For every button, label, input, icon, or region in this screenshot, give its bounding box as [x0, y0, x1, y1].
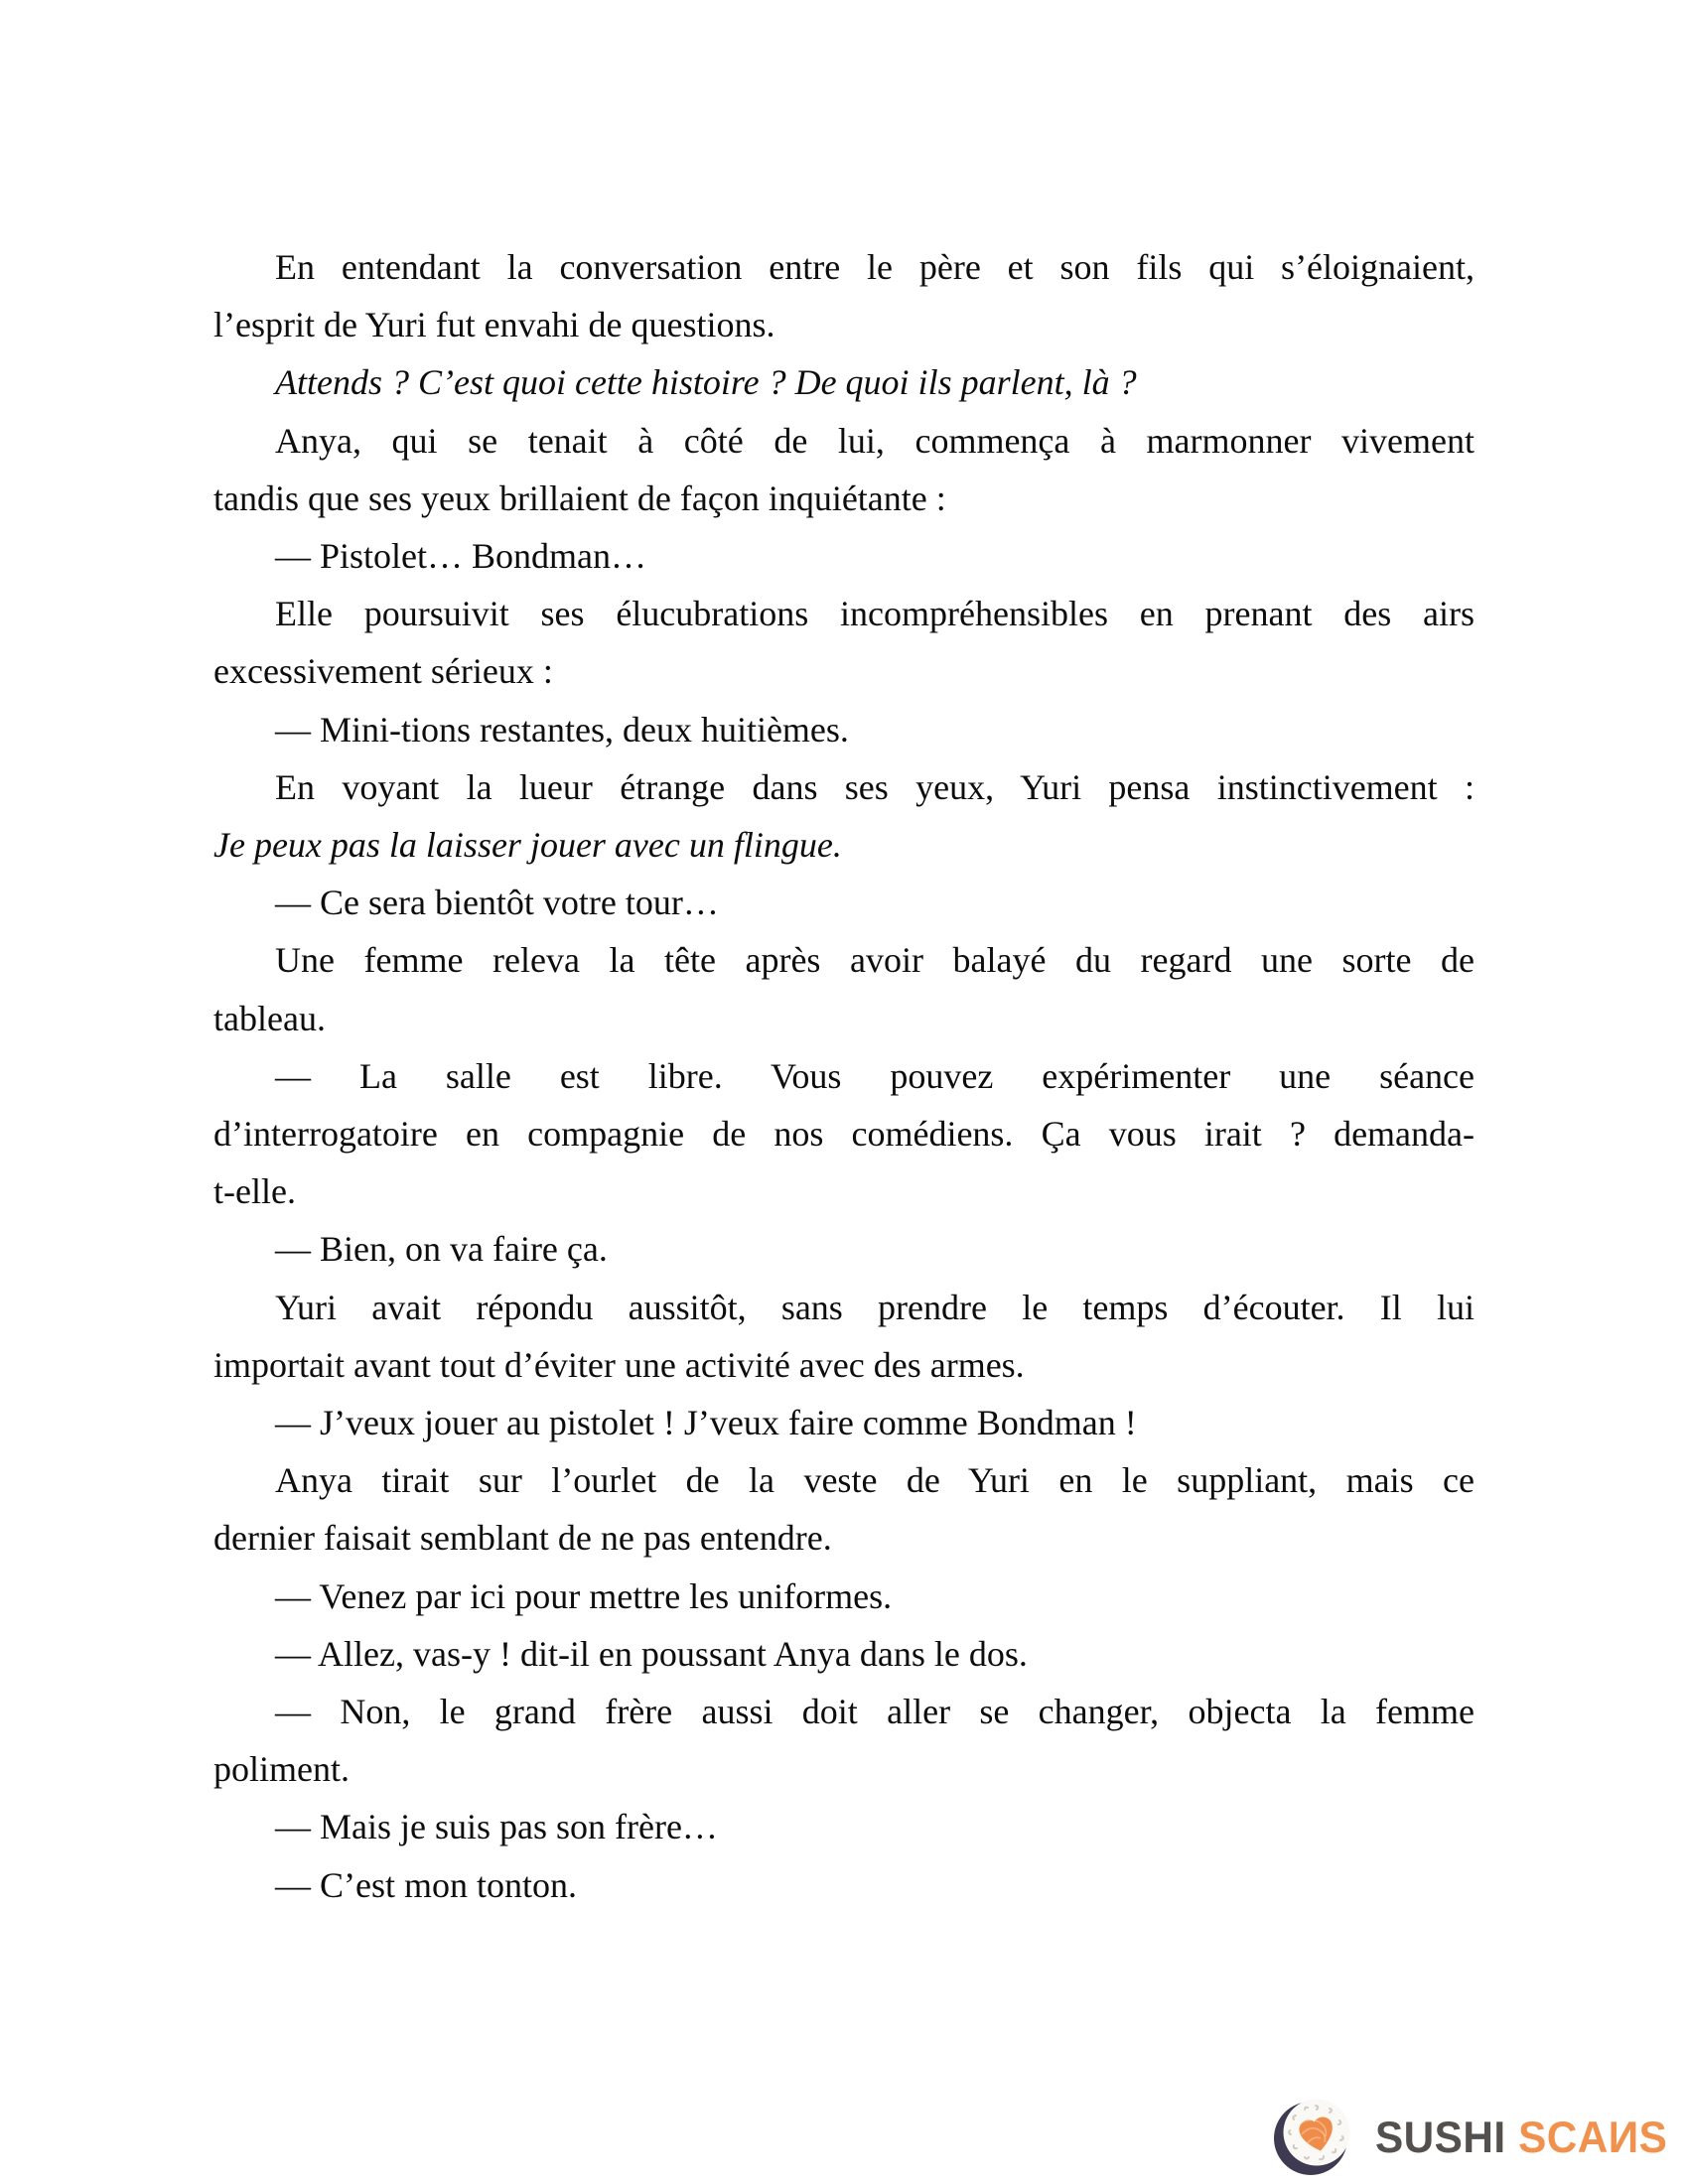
text-line: — J’veux jouer au pistolet ! J’veux faire comme Bondman !: [275, 1403, 1137, 1443]
text-line: En voyant la lueur étrange dans ses yeux, Yuri pensa instinctivement :: [275, 766, 1475, 807]
text-line: dernier faisait semblant de ne pas entendre.: [213, 1518, 832, 1559]
text-line: — Allez, vas-y ! dit-il en poussant Anya dans le dos.: [275, 1633, 1028, 1674]
text-line: — Mais je suis pas son frère…: [275, 1807, 718, 1847]
text-line: Attends ? C’est quoi cette histoire ? De quoi ils parlent, là ?: [275, 362, 1137, 403]
logo-wordmark: [1375, 2111, 1667, 2162]
text-line: — Non, le grand frère aussi doit aller se changer, objecta la femme: [275, 1692, 1475, 1732]
text-line: En entendant la conversation entre le père et son fils qui s’éloignaient,: [275, 247, 1475, 287]
sushiscans-logo: [1272, 2095, 1688, 2178]
logo-scans-text: SCAИS: [1518, 2111, 1668, 2162]
text-line: Elle poursuivit ses élucubrations incompréhensibles en prenant des airs: [275, 594, 1475, 634]
text-line: — Ce sera bientôt votre tour…: [275, 883, 719, 923]
text-line: Anya, qui se tenait à côté de lui, commença à marmonner vivement: [275, 420, 1475, 461]
text-line: Anya tirait sur l’ourlet de la veste de Yuri en le suppliant, mais ce: [275, 1460, 1475, 1501]
text-line: tandis que ses yeux brillaient de façon inquiétante :: [213, 478, 946, 518]
text-line: Yuri avait répondu aussitôt, sans prendre le temps d’écouter. Il lui: [275, 1287, 1475, 1327]
text-line: — Bien, on va faire ça.: [275, 1229, 608, 1270]
text-line: excessivement sérieux :: [213, 651, 553, 692]
text-line: t-elle.: [213, 1171, 296, 1212]
text-line: poliment.: [213, 1749, 350, 1790]
text-line: — C’est mon tonton.: [275, 1864, 577, 1905]
text-block: [213, 238, 1475, 1914]
text-line: d’interrogatoire en compagnie de nos comédiens. Ça vous irait ? demanda-: [213, 1114, 1475, 1155]
text-line: importait avant tout d’éviter une activité avec des armes.: [213, 1344, 1025, 1385]
text-line: Une femme releva la tête après avoir balayé du regard une sorte de: [275, 940, 1475, 981]
text-line: — La salle est libre. Vous pouvez expérimenter une séance: [275, 1055, 1475, 1096]
sushi-roll-heart-icon: [1272, 2095, 1355, 2178]
text-line: — Mini-tions restantes, deux huitièmes.: [275, 709, 849, 750]
text-line: tableau.: [213, 998, 326, 1038]
text-line: Je peux pas la laisser jouer avec un flingue.: [213, 825, 842, 866]
text-line: — Venez par ici pour mettre les uniformes.: [275, 1575, 893, 1616]
text-line: — Pistolet… Bondman…: [275, 536, 647, 577]
text-line: l’esprit de Yuri fut envahi de questions.: [213, 305, 775, 345]
logo-sushi-text: SUSHI: [1375, 2111, 1506, 2162]
